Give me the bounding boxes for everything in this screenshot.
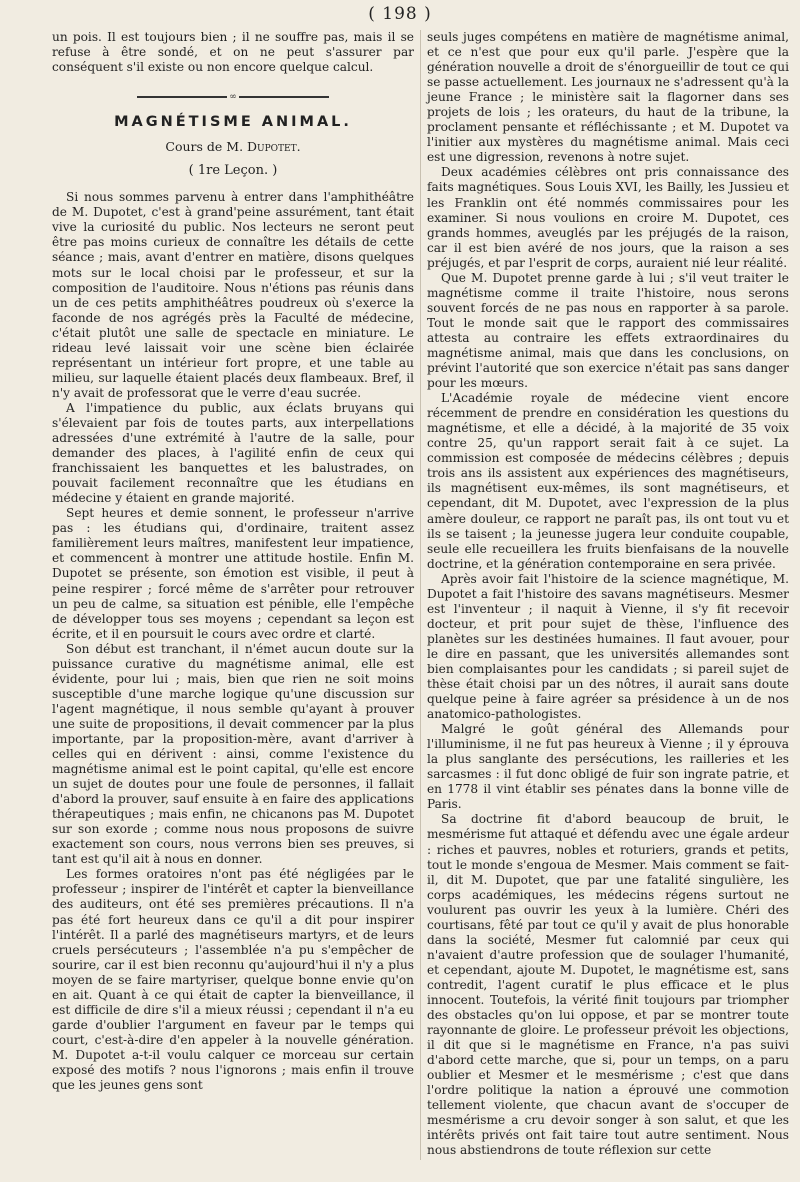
paragraph: Sept heures et demie sonnent, le professeur n'arrive pas : les étudians qui, d'ordinaire, traitent assez familièrement leurs maîtres, manifestent leur impatience, et commencent à montrer une attitude hostile. Enfin M. Dupotet se présente, son émotion est visible, il peut à peine respirer ; forcé même de s'arrêter pour retrouver un peu de calme, sa situation est pénible, elle l'empêche de développer tous ses moyens ; cependant sa leçon est écrite, et il en poursuit le cours avec ordre et clarté. xyxy=(52,506,414,641)
course-prefix: Cours de M. xyxy=(165,139,248,155)
lecture-number: ( 1re Leçon. ) xyxy=(188,163,278,179)
paragraph: seuls juges compétens en matière de magnétisme animal, et ce n'est que pour eux qu'il parle. J'espère que la génération nouvelle a droit de s'énorgueillir de tout ce qui se passe actuellement. Les journaux ne s'adressent qu'à la jeune France ; le ministère sait la flagorner dans ses projets de lois ; les orateurs, du haut de la tribune, la proclament pensante et réfléchissante ; et M. Dupotet va l'initier aux mystères du magnétisme animal. Mais ceci est une digression, revenons à notre sujet. xyxy=(427,30,789,165)
paragraph: un pois. Il est toujours bien ; il ne souffre pas, mais il se refuse à être sondé, et on ne peut s'assurer par conséquent s'il existe ou non encore quelque calcul. xyxy=(52,30,414,75)
paragraph: A l'impatience du public, aux éclats bruyans qui s'élevaient par fois de toutes parts, aux interpellations adressées d'une extrémité à l'autre de la salle, pour demander des places, à l'agilité enfin de ceux qui franchissaient les banquettes et les balustrades, on pouvait facilement reconnaître que les étudians en médecine y étaient en grande majorité. xyxy=(52,400,414,506)
paragraph: Son début est tranchant, il n'émet aucun doute sur la puissance curative du magnétisme animal, elle est évidente, pour lui ; mais, bien que rien ne soit moins susceptible d'une marche logique qu'une discussion sur l'agent magnétique, il nous semble qu'ayant à prouver une suite de propositions, il devait commencer par la plus importante, par la proposition-mère, avant d'arriver à celles qui en dérivent : ainsi, comme l'existence du magnétisme animal est le point capital, qu'elle est encore un sujet de doutes pour une foule de personnes, il fallait d'abord la prouver, sauf ensuite à en faire des applications thérapeutiques ; mais enfin, ne chicanons pas M. Dupotet sur son exorde ; comme nous nous proposons de suivre exactement son cours, nous verrons bien ses preuves, si tant est qu'il ait à nous en donner. xyxy=(52,641,414,867)
paragraph: Que M. Dupotet prenne garde à lui ; s'il veut traiter le magnétisme comme il traite l'histoire, nous serons souvent forcés de ne pas nous en rapporter à sa parole. Tout le monde sait que le rapport des commissaires attesta au contraire les effets extraordinaires du magnétisme animal, mais que dans les conclusions, on prévint l'autorité que son exercice n'était pas sans danger pour les mœurs. xyxy=(427,270,789,391)
paragraph: Les formes oratoires n'ont pas été négligées par le professeur ; inspirer de l'intérêt et capter la bienveillance des auditeurs, ont été ses premières précautions. Il n'a pas été fort heureux dans ce qu'il a dit pour inspirer l'intérêt. Il a parlé des magnétiseurs martyrs, et de leurs cruels persécuteurs ; l'assemblée n'a pu s'empêcher de sourire, car il est bien reconnu qu'aujourd'hui il n'y a plus moyen de se faire martyriser, quelque bonne envie qu'on en ait. Quant à ce qui était de capter la bienveillance, il est difficile de dire s'il a mieux réussi ; cependant il n'a eu garde d'oublier l'argument en faveur par le temps qui court, c'est-à-dire d'en appeler à la nouvelle génération. M. Dupotet a-t-il voulu calquer ce morceau sur certain exposé des motifs ? nous l'ignorons ; mais enfin il trouve que les jeunes gens sont xyxy=(52,867,414,1093)
course-name: Dupotet. xyxy=(247,139,301,155)
course-title xyxy=(52,139,414,154)
paragraph: Si nous sommes parvenu à entrer dans l'amphithéâtre de M. Dupotet, c'est à grand'peine assurément, tant était vive la curiosité du public. Nos lecteurs ne seront peut être pas moins curieux de connaître les détails de cette séance ; mais, avant d'entrer en matière, disons quelques mots sur le local choisi par le professeur, et sur la composition de l'auditoire. Nous n'étions pas réunis dans un de ces petits amphithéâtres poudreux où s'exerce la faconde de nos agrégés près la Faculté de médecine, c'était plutôt une salle de spectacle en miniature. Le rideau levé laissait voir une scène bien éclairée représentant un intérieur fort propre, et une table au milieu, sur laquelle étaient placés deux flambeaux. Bref, il n'y avait de professorat que le verre d'eau sucrée. xyxy=(52,190,414,400)
paragraph: Deux académies célèbres ont pris connaissance des faits magnétiques. Sous Louis XVI, les Bailly, les Jussieu et les Franklin ont été nommés commissaires pour les examiner. Si nous voulions en croire M. Dupotet, ces grands hommes, aveuglés par les préjugés de la raison, car il est bien avéré de nos jours, que la raison a ses préjugés, et par l'esprit de corps, auraient nié leur réalité. xyxy=(427,165,789,270)
knot-ornament-icon: ∞ xyxy=(229,92,237,103)
left-column xyxy=(52,30,414,1093)
right-column xyxy=(427,30,789,1159)
section-heading: MAGNÉTISME ANIMAL. xyxy=(114,114,352,131)
paragraph: L'Académie royale de médecine vient encore récemment de prendre en considération les questions du magnétisme, et elle a décidé, à la majorité de 35 voix contre 25, qu'un rapport serait fait à ce sujet. La commission est composée de médecins célèbres ; depuis trois ans ils assistent aux expériences des magnétiseurs, ils magnétisent eux-mêmes, ils sont magnétiseurs, et cependant, dit M. Dupotet, avec l'expression de la plus amère douleur, ce rapport ne paraît pas, ils ont tout vu et ils se taisent ; la jeunesse jugera leur conduite coupable, seule elle recueillera les fruits bienfaisans de la nouvelle doctrine, et la génération contemporaine en sera privée. xyxy=(427,391,789,571)
paragraph: Après avoir fait l'histoire de la science magnétique, M. Dupotet a fait l'histoire des savans magnétiseurs. Mesmer est l'inventeur ; il naquit à Vienne, il s'y fit recevoir docteur, et prit pour sujet de thèse, l'influence des planètes sur les destinées humaines. Il faut avouer, pour le dire en passant, que les universités allemandes sont bien complaisantes pour les candidats ; si pareil sujet de thèse était choisi par un des nôtres, il aurait sans doute quelque peine à faire agréer sa présidence à un de nos anatomico-pathologistes. xyxy=(427,571,789,722)
ornamental-rule xyxy=(52,91,414,103)
paragraph: Sa doctrine fit d'abord beaucoup de bruit, le mesmérisme fut attaqué et défendu avec une égale ardeur : riches et pauvres, nobles et roturiers, grands et petits, tout le monde s'engoua de Mesmer. Mais comment se fait-il, dit M. Dupotet, que par une fatalité singulière, les corps académiques, les médecins régens surtout ne voulurent pas ouvrir les yeux à la lumière. Chéri des courtisans, fêté par tout ce qu'il y avait de plus honorable dans la société, Mesmer fut calomnié par ceux qui n'avaient d'autre profession que de soulager l'humanité, et cependant, ajoute M. Dupotet, le magnétisme est, sans contredit, l'agent curatif le plus efficace et le plus innocent. Toutefois, la vérité finit toujours par triompher des obstacles qu'on lui oppose, et par se montrer toute rayonnante de gloire. Le professeur prévoit les objections, il dit que si le magnétisme en France, n'a pas suivi d'abord cette marche, que si, pour un temps, on a paru oublier et Mesmer et le mesmérisme ; c'est que dans l'ordre politique la nation a éprouvé une commotion tellement violente, que chacun avant de s'occuper de mesmérisme a cru devoir songer à son salut, et que les intérêts privés ont fait taire tout autre sentiment. Nous nous abstiendrons de toute réflexion sur cette xyxy=(427,812,789,1158)
rule-line xyxy=(239,96,329,98)
column-divider xyxy=(420,30,421,1160)
paragraph: Malgré le goût général des Allemands pour l'illuminisme, il ne fut pas heureux à Vienne ; il y éprouva la plus sanglante des persécutions, les railleries et les sarcasmes : il fut donc obligé de fuir son ingrate patrie, et en 1778 il vint établir ses pénates dans la bonne ville de Paris. xyxy=(427,722,789,812)
page-number: ( 198 ) xyxy=(368,4,432,24)
rule-line xyxy=(137,96,227,98)
